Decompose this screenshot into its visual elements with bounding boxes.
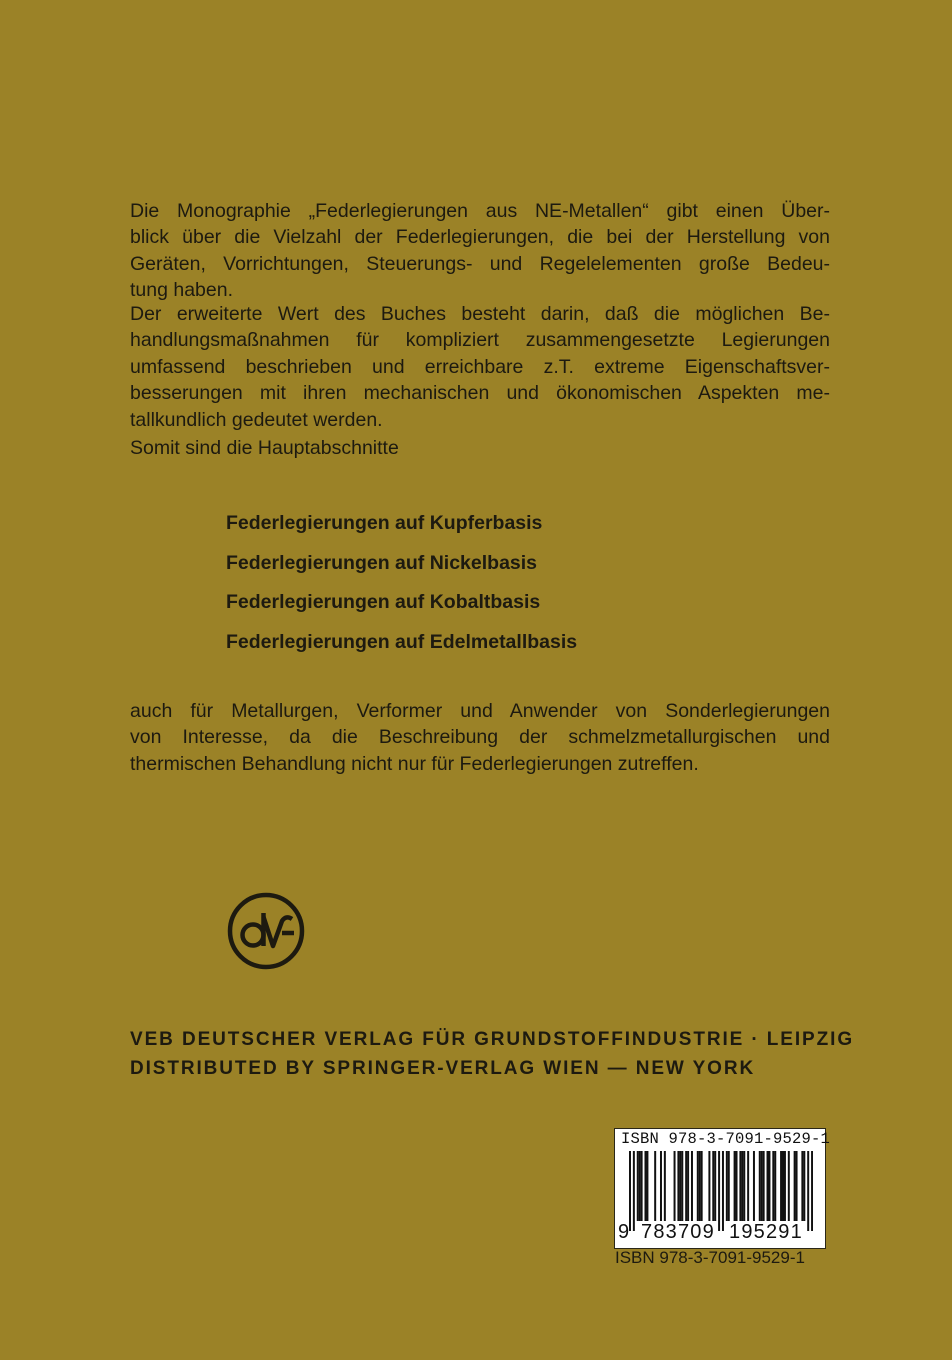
- barcode-bar: [677, 1151, 679, 1221]
- barcode-bar: [788, 1151, 790, 1221]
- barcode-bar: [681, 1151, 683, 1221]
- section-item: Federlegierungen auf Kupferbasis: [226, 512, 543, 534]
- barcode-bar: [736, 1151, 738, 1221]
- sections-intro: [130, 435, 830, 461]
- barcode-bar: [685, 1151, 687, 1221]
- barcode-bar: [743, 1151, 745, 1221]
- barcode-bar: [664, 1151, 666, 1221]
- barcode-bar: [674, 1151, 676, 1221]
- barcode-bar: [761, 1151, 763, 1221]
- barcode-bar: [699, 1151, 701, 1221]
- intro-line: Die Monographie „Federlegierungen aus NE-Metallen“ gibt einen Über-: [130, 200, 830, 222]
- ean-left-digits: 783709: [641, 1221, 715, 1243]
- barcode-bar: [796, 1151, 798, 1221]
- barcode-bar: [701, 1151, 703, 1221]
- ean-first-digit: 9: [618, 1221, 630, 1243]
- closing-line: auch für Metallurgen, Verformer und Anwender von Sonderlegierungen: [130, 700, 830, 722]
- barcode-bar: [807, 1151, 809, 1231]
- intro-line: Geräten, Vorrichtungen, Steuerungs- und Regelelementen große Bedeu-: [130, 252, 830, 275]
- barcode-bar: [712, 1151, 714, 1221]
- closing-line: von Interesse, da die Beschreibung der schmelzmetallurgischen und: [130, 726, 830, 749]
- barcode-bar: [763, 1151, 765, 1221]
- section-item: Federlegierungen auf Kobaltbasis: [226, 591, 541, 613]
- section-item: Federlegierungen auf Edelmetallbasis: [226, 630, 578, 653]
- barcode-label: [614, 1128, 831, 1249]
- barcode-bar: [641, 1151, 643, 1221]
- barcode-bar: [660, 1151, 662, 1221]
- barcode-bar: [637, 1151, 639, 1221]
- barcode-bar: [691, 1151, 693, 1221]
- closing-line: thermischen Behandlung nicht nur für Federlegierungen zutreffen.: [130, 752, 699, 775]
- barcode-bar: [782, 1151, 784, 1221]
- value-line: handlungsmaßnahmen für kompliziert zusammengesetzte Legierungen: [130, 329, 830, 352]
- publisher-logo-icon: [226, 891, 306, 971]
- barcode-bar: [629, 1151, 631, 1231]
- closing-paragraph: [130, 698, 830, 777]
- barcode-bar: [794, 1151, 796, 1221]
- barcode-bar: [646, 1151, 648, 1221]
- value-line: Der erweiterte Wert des Buches besteht darin, daß die möglichen Be-: [130, 303, 830, 325]
- main-sections-list: [226, 510, 577, 668]
- publisher-block: [130, 1025, 860, 1083]
- ean-right-digits: 195291: [729, 1221, 803, 1243]
- section-item: Federlegierungen auf Nickelbasis: [226, 551, 538, 574]
- intro-line: tung haben.: [130, 279, 234, 302]
- barcode-bar: [768, 1151, 770, 1221]
- barcode-bar: [784, 1151, 786, 1221]
- barcode-bar: [734, 1151, 736, 1221]
- barcode-bar: [697, 1151, 699, 1221]
- barcode-bar: [726, 1151, 728, 1221]
- barcode-bar: [718, 1151, 720, 1231]
- barcode-bar: [708, 1151, 710, 1221]
- barcode-bar: [811, 1151, 813, 1231]
- barcode-bar: [774, 1151, 776, 1221]
- barcode-bar: [780, 1151, 782, 1221]
- barcode-bar: [739, 1151, 741, 1221]
- barcode-bar: [772, 1151, 774, 1221]
- barcode-bar: [644, 1151, 646, 1221]
- sections-intro-line: Somit sind die Hauptabschnitte: [130, 437, 399, 459]
- barcode-bar: [633, 1151, 635, 1231]
- barcode-bar: [803, 1151, 805, 1221]
- isbn-text: ISBN 978-3-7091-9529-1: [615, 1248, 805, 1267]
- barcode-bar: [714, 1151, 716, 1221]
- barcode-bar: [741, 1151, 743, 1221]
- value-line: besserungen mit ihren mechanischen und ökonomischen Aspekten me-: [130, 382, 830, 405]
- barcode-bar: [767, 1151, 769, 1221]
- barcode-bar: [801, 1151, 803, 1221]
- barcode-bar: [679, 1151, 681, 1221]
- intro-paragraph: [130, 198, 830, 304]
- barcode-bar: [639, 1151, 641, 1221]
- barcode-bar: [759, 1151, 761, 1221]
- barcode-bar: [747, 1151, 749, 1221]
- value-line: umfassend beschrieben und erreichbare z.T. extreme Eigenschaftsver-: [130, 355, 830, 378]
- value-paragraph: [130, 301, 830, 433]
- barcode-bar: [753, 1151, 755, 1221]
- barcode-bar: [722, 1151, 724, 1231]
- barcode-bar: [687, 1151, 689, 1221]
- value-line: tallkundlich gedeutet werden.: [130, 408, 383, 431]
- distributor-line: DISTRIBUTED BY SPRINGER-VERLAG WIEN — NEW YORK: [130, 1058, 756, 1079]
- intro-line: blick über die Vielzahl der Federlegierungen, die bei der Herstellung von: [130, 226, 830, 249]
- publisher-line: VEB DEUTSCHER VERLAG FÜR GRUNDSTOFFINDUSTRIE · LEIPZIG: [130, 1029, 854, 1050]
- barcode-bar: [728, 1151, 730, 1221]
- barcode-bar: [654, 1151, 656, 1221]
- barcode-isbn-text: ISBN 978-3-7091-9529-1: [621, 1130, 831, 1148]
